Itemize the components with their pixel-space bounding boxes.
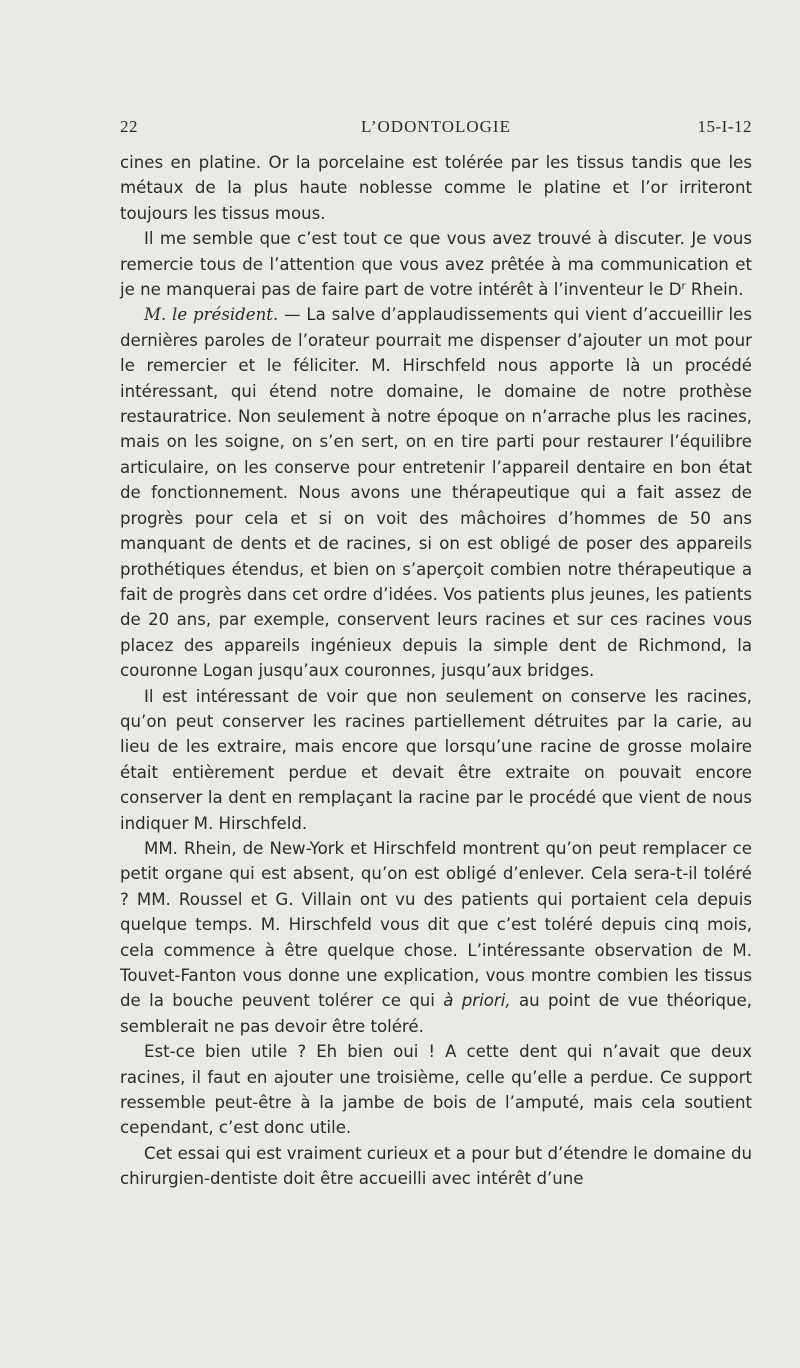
paragraph-text: Cet essai qui est vraiment curieux et a pour but d’étendre le domaine du chirurgien-dentiste doit être accueilli avec intérêt d’une	[120, 1143, 752, 1189]
paragraph-continuation	[120, 150, 752, 226]
paragraph-utility	[120, 1039, 752, 1141]
paragraph-rhein-hirschfeld	[120, 836, 752, 1039]
page-number: 22	[120, 117, 138, 136]
speaker-name: M. le président.	[144, 305, 279, 325]
paragraph-text: au point de vue théorique, semblerait ne pas devoir être toléré.	[120, 991, 752, 1036]
paragraph-text: — La salve d’applaudissements qui vient d’accueillir les dernières paroles de l’orateur pourrait me dispenser d’ajouter un mot pour le remercier et le féliciter. M. Hirschfeld nous apporte là un procédé intéressant, qui étend notre domaine, le domaine de notre prothèse restauratrice. Non seulement à notre époque on n’arrache plus les racines, mais on les soigne, on s’en sert, on en tire parti pour restaurer l’équilibre articulaire, on les conserve pour entretenir l’appareil dentaire en bon état de fonctionnement. Nous avons une thérapeutique qui a fait assez de progrès pour cela et si on voit des mâchoires d’hommes de 50 ans manquant de dents et de racines, si on est obligé de poser des appareils prothétiques étendus, et bien on s’aperçoit combien notre thérapeutique a fait de progrès dans cet ordre d’idées. Vos patients plus jeunes, les patients de 20 ans, par exemple, conservent leurs racines et sur ces racines vous placez des appareils ingénieux depuis la simple dent de Richmond, la couronne Logan jusqu’aux couronnes, jusqu’aux bridges.	[120, 305, 752, 681]
paragraph-text: MM. Rhein, de New-York et Hirschfeld montrent qu’on peut remplacer ce petit organe qui est absent, qu’on est obligé d’enlever. Cela sera-t-il toléré ? MM. Roussel et G. Villain ont vu des patients qui portaient cela depuis quelque temps. M. Hirschfeld vous dit que c’est toléré depuis cinq mois, cela commence à être quelque chose. L’intéressante observation de M. Touvet-Fanton vous donne une explication, vous montre combien les tissus de la bouche peuvent tolérer ce qui	[120, 838, 752, 1011]
paragraph-text: Est-ce bien utile ? Eh bien oui ! A cette dent qui n’avait que deux racines, il faut en ajouter une troisième, celle qu’elle a perdue. Ce support ressemble peut-être à la jambe de bois de l’amputé, mais cela soutient cependant, c’est donc utile.	[120, 1042, 752, 1138]
paragraph-text: Il me semble que c’est tout ce que vous avez trouvé à discuter. Je vous remercie tous de l’attention que vous avez prêtée à ma communication et je ne manquerai pas de faire part de votre intérêt à l’inventeur le D	[120, 229, 752, 300]
italic-phrase: à priori,	[443, 991, 511, 1011]
paragraph-text: Il est intéressant de voir que non seulement on conserve les racines, qu’on peut conserver les racines partiellement détruites par la carie, au lieu de les extraire, mais encore que lorsqu’une racine de grosse molaire était entièrement perdue et devait être extraite on pouvait encore conserver la dent en remplaçant la racine par le procédé que vient de nous indiquer M. Hirschfeld.	[120, 686, 752, 833]
paragraph-president-speech	[120, 302, 752, 683]
article-body	[120, 150, 752, 1192]
paragraph-text: Rhein.	[685, 280, 744, 300]
paragraph-conclusion	[120, 1141, 752, 1192]
paragraph-root-conservation	[120, 684, 752, 836]
journal-title: L’ODONTOLOGIE	[361, 117, 511, 136]
running-header	[120, 117, 752, 139]
paragraph-text: cines en platine. Or la porcelaine est tolérée par les tissus tandis que les métaux de la plus haute noblesse comme le platine et l’or irriteront toujours les tissus mous.	[120, 153, 752, 223]
issue-date: 15-I-12	[697, 117, 752, 136]
doctor-abbreviation-superscript: r	[681, 281, 686, 293]
paragraph-closing-remarks	[120, 226, 752, 302]
